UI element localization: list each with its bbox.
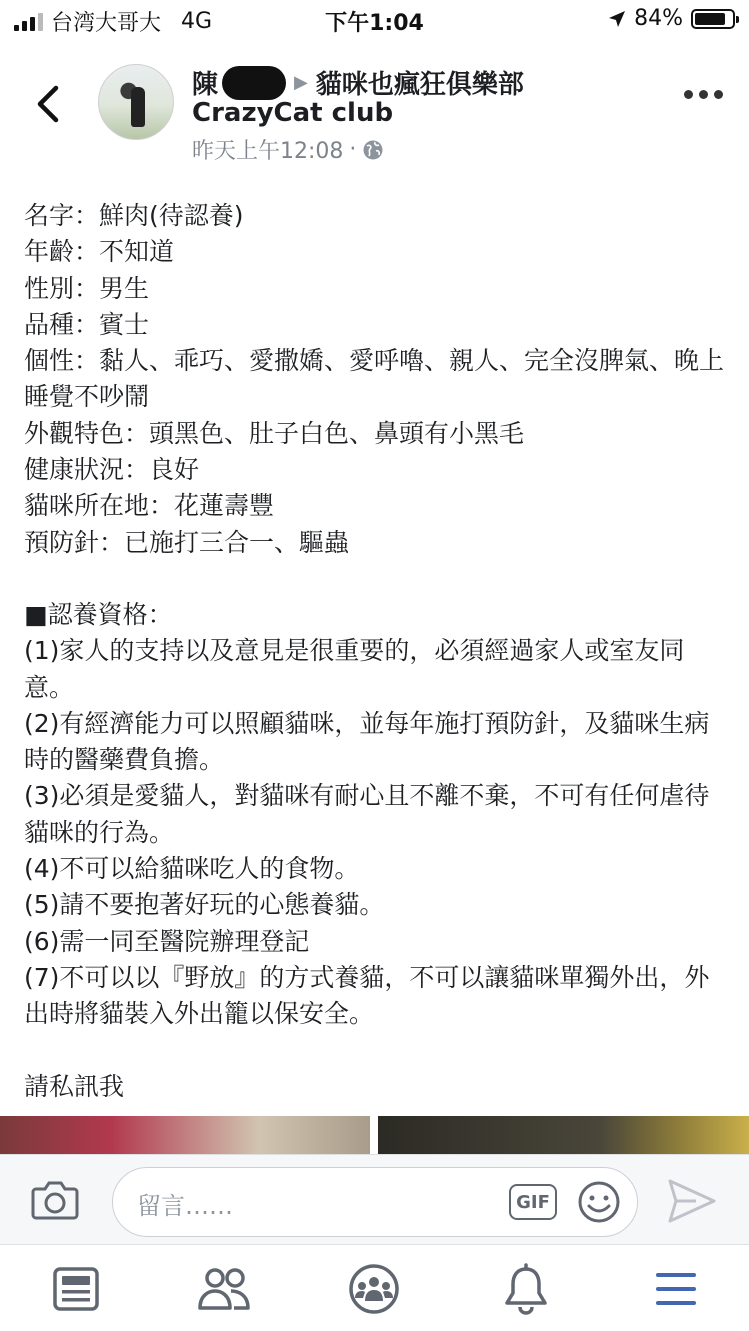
group-name-zh[interactable]: 貓咪也瘋狂俱樂部 [315, 70, 524, 100]
send-icon[interactable] [666, 1177, 718, 1225]
post-text-line: 品種：賓士 [24, 309, 150, 339]
post-text-line: ■認養資格： [24, 599, 173, 629]
globe-icon [362, 139, 384, 161]
post-text-line: 個性：黏人、乖巧、愛撒嬌、愛呼嚕、親人、完全沒脾氣、晚上睡覺不吵鬧 [24, 346, 725, 412]
battery-icon [691, 9, 735, 29]
post-text-line: (4)不可以給貓咪吃人的食物。 [24, 854, 360, 884]
comment-bar [0, 1154, 749, 1244]
share-arrow-icon: ▶ [294, 72, 308, 93]
more-options-button[interactable] [684, 90, 723, 99]
post-author-line [192, 64, 524, 101]
post-text-line: (2)有經濟能力可以照顧貓咪，並每年施打預防針，及貓咪生病時的醫藥費負擔。 [24, 708, 710, 775]
post-body [24, 198, 724, 1105]
avatar[interactable] [98, 64, 174, 140]
nav-notifications[interactable] [496, 1261, 556, 1317]
carrier-name: 台湾大哥大 [51, 11, 162, 36]
friends-icon [197, 1265, 251, 1313]
post-timestamp[interactable]: 昨天上午12:08 [192, 139, 344, 164]
more-dots-icon [684, 90, 693, 99]
photo-strip [0, 1116, 749, 1154]
post-header [0, 52, 749, 172]
post-text-line: 名字：鮮肉(待認養) [24, 201, 244, 230]
avatar-figure [131, 87, 145, 127]
battery-percent: 84% [634, 6, 683, 31]
post-text-line: (7)不可以以『野放』的方式養貓，不可以讓貓咪單獨外出，外出時將貓裝入外出籠以保安全。 [24, 962, 710, 1029]
post-text-line: 健康狀況：良好 [24, 455, 200, 485]
nav-friends[interactable] [194, 1261, 254, 1317]
news-feed-icon [52, 1265, 100, 1313]
bottom-nav [0, 1244, 749, 1331]
group-name-en[interactable]: CrazyCat club [192, 98, 394, 128]
camera-icon[interactable] [30, 1177, 80, 1223]
post-text-line: (3)必須是愛貓人，對貓咪有耐心且不離不棄，不可有任何虐待貓咪的行為。 [24, 781, 710, 847]
post-text-line: (1)家人的支持以及意見是很重要的，必須經過家人或室友同意。 [24, 636, 685, 702]
location-arrow-icon [608, 10, 626, 28]
network-type: 4G [181, 9, 213, 34]
nav-menu[interactable] [646, 1261, 706, 1317]
post-text-line: (6)需一同至醫院辦理登記 [24, 926, 310, 956]
back-button[interactable] [30, 82, 66, 126]
meta-separator: · [349, 137, 357, 162]
menu-icon [654, 1269, 698, 1309]
paragraph-gap [24, 1033, 724, 1069]
post-photo[interactable] [378, 1116, 749, 1154]
post-meta [192, 134, 384, 165]
groups-icon [348, 1263, 400, 1315]
post-text-line: 請私訊我 [24, 1071, 125, 1101]
post-text-line: 年齡：不知道 [24, 237, 175, 267]
clock: 下午1:04 [325, 11, 424, 36]
post-text-line: 性別：男生 [24, 273, 150, 303]
post-text-line: (5)請不要抱著好玩的心態養貓。 [24, 890, 385, 920]
post-text-line: 外觀特色：頭黑色、肚子白色、鼻頭有小黑毛 [24, 418, 525, 448]
smiley-icon[interactable] [577, 1180, 621, 1224]
gif-button[interactable]: GIF [509, 1184, 557, 1220]
comment-input[interactable] [112, 1167, 638, 1237]
redaction-mark [222, 66, 286, 100]
paragraph-gap [24, 561, 724, 597]
post-text-line: 預防針：已施打三合一、驅蟲 [24, 527, 350, 557]
nav-groups[interactable] [344, 1261, 404, 1317]
status-bar [0, 0, 749, 40]
comment-placeholder: 留言…… [137, 1192, 233, 1220]
post-text-line: 貓咪所在地：花蓮壽豐 [24, 491, 275, 521]
author-name[interactable]: 陳 [192, 70, 219, 100]
nav-news-feed[interactable] [46, 1261, 106, 1317]
notifications-icon [503, 1263, 549, 1315]
post-photo[interactable] [0, 1116, 370, 1154]
